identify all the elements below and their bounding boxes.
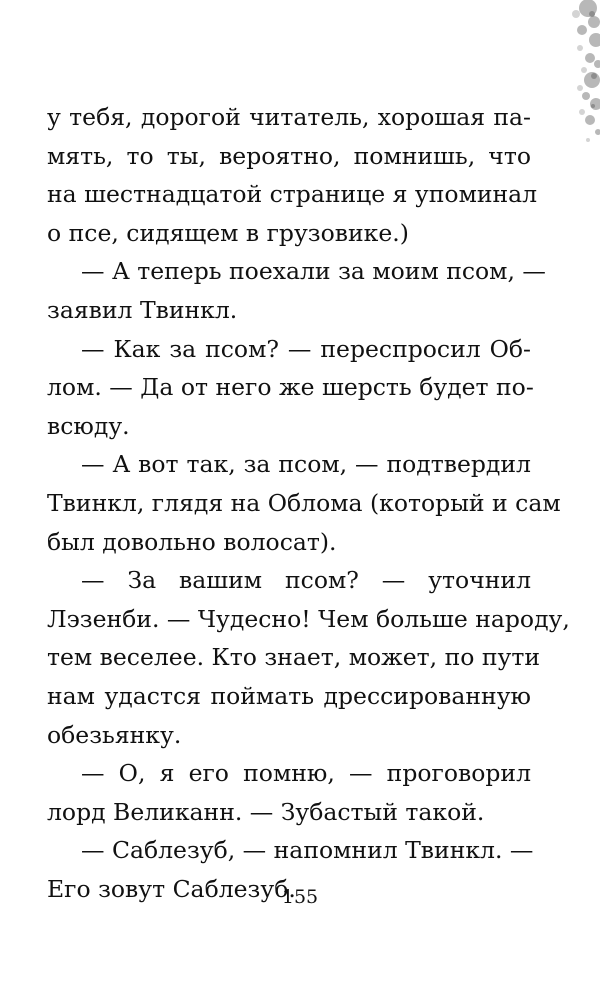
text-line: лом. — Да от него же шерсть будет по- (47, 373, 534, 402)
text-line: нам удастся поймать дрессированную (47, 681, 531, 710)
text-line: всюду. (47, 411, 130, 440)
text-line: — А теперь поехали за моим псом, — (81, 257, 546, 286)
page-number: 155 (281, 886, 319, 908)
text-line: — Саблезуб, — напомнил Твинкл. — (81, 836, 534, 865)
text-line: заявил Твинкл. (47, 295, 238, 324)
corner-ornament-illustration (530, 0, 600, 150)
text-line: — А вот так, за псом, — подтвердил (81, 450, 531, 479)
text-line: Лэзенби. — Чудесно! Чем больше народу, (47, 604, 570, 633)
text-line: о псе, сидящем в грузовике.) (47, 218, 409, 247)
text-line: Твинкл, глядя на Облома (который и сам (47, 488, 561, 517)
text-line: тем веселее. Кто знает, может, по пути (47, 643, 541, 672)
text-line: — За вашим псом? — уточнил (81, 566, 531, 595)
text-line: лорд Великанн. — Зубастый такой. (47, 797, 485, 826)
text-line: — О, я его помню, — проговорил (81, 759, 531, 788)
text-line: на шестнадцатой странице я упоминал (47, 180, 538, 209)
text-line: Его зовут Саблезуб. (47, 874, 296, 903)
text-line: был довольно волосат). (47, 527, 337, 556)
page-text-block (47, 98, 570, 908)
text-line: у тебя, дорогой читатель, хорошая па- (47, 103, 531, 131)
text-line: — Как за псом? — переспросил Об- (81, 334, 531, 363)
text-line: обезьянку. (47, 720, 182, 749)
text-line: мять, то ты, вероятно, помнишь, что (47, 141, 531, 170)
